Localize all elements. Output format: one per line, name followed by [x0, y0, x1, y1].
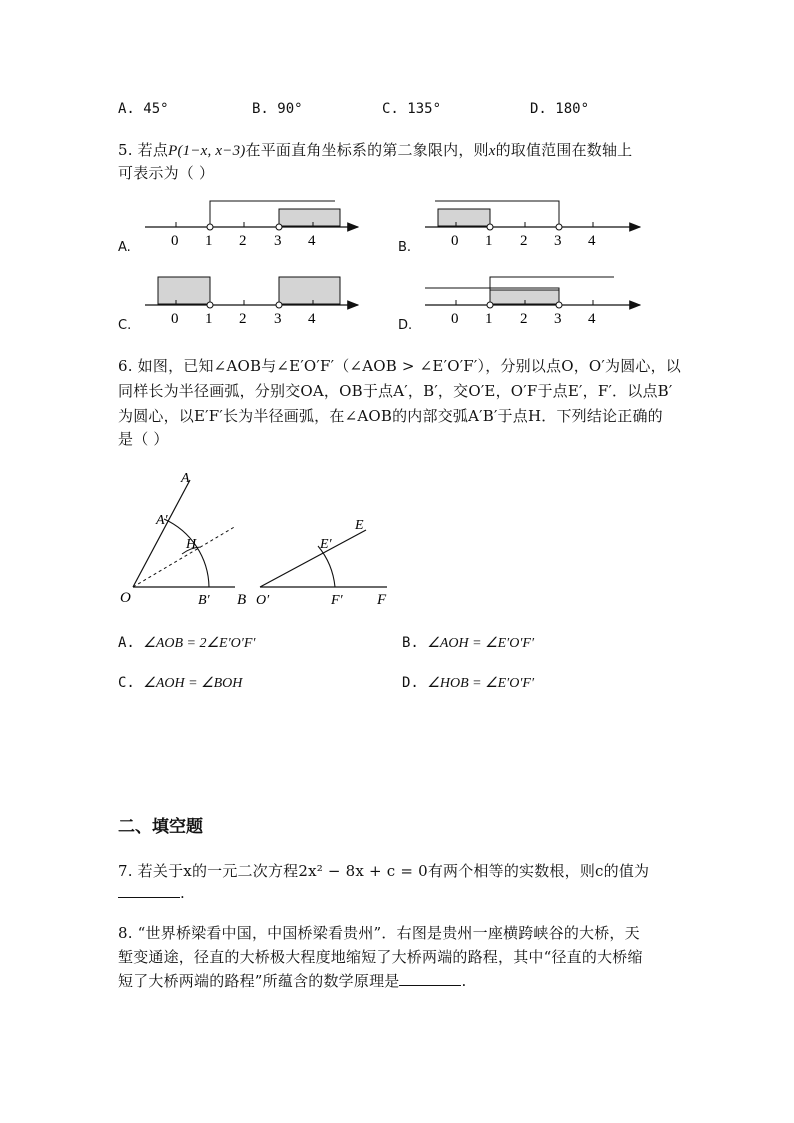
- q4-option-d-label: D.: [530, 101, 547, 117]
- q5-stem-line1: [118, 139, 632, 160]
- q5a-tick-1: 1: [205, 233, 213, 249]
- q6-option-c-label: C.: [118, 675, 135, 691]
- q4-option-c-text: 135°: [407, 101, 442, 117]
- q5-end: 的取值范围在数轴上: [495, 141, 633, 159]
- q5a-tick-2: 2: [239, 233, 247, 249]
- q4-option-b: [252, 101, 303, 117]
- q5d-tick-2: 2: [520, 311, 528, 327]
- q7-stem-line2: [118, 884, 185, 902]
- ray-oh-dashed: [133, 526, 236, 587]
- q4-option-c: [382, 101, 441, 117]
- q5b-tick-0: 0: [451, 233, 459, 249]
- label-e-prime: E′: [320, 537, 332, 552]
- q7-stem-line1: 7. 若关于x的一元二次方程2x² − 8x + c = 0有两个相等的实数根，则c的值为: [118, 862, 650, 880]
- q5c-tick-3: 3: [274, 311, 282, 327]
- section-heading: 二、填空题: [118, 817, 203, 837]
- q5-numberline-b: [425, 201, 640, 249]
- q4-option-a-text: 45°: [143, 101, 169, 117]
- q8-stem-line3: [118, 970, 466, 991]
- q6-option-a-label: A.: [118, 635, 135, 651]
- q4-option-d: [530, 101, 589, 117]
- label-o: O: [120, 590, 131, 606]
- q5-option-c-label: C.: [118, 318, 132, 333]
- q6-option-b-text: ∠AOH = ∠E′O′F′: [427, 636, 535, 651]
- label-b: B: [237, 592, 247, 608]
- q6-option-d: [402, 675, 534, 692]
- q5c-tick-2: 2: [239, 311, 247, 327]
- q5-numberline-a: [145, 201, 358, 249]
- q5-point-expr: P(1−x, x−3): [168, 143, 246, 159]
- label-o-prime: O′: [256, 593, 270, 608]
- q6-option-a-text: ∠AOB = 2∠E′O′F′: [143, 636, 256, 651]
- q4-option-b-label: B.: [252, 101, 269, 117]
- q5a-tick-4: 4: [308, 233, 316, 249]
- q5d-tick-3: 3: [554, 311, 562, 327]
- label-a-prime: A′: [156, 513, 168, 528]
- q8-end: .: [461, 972, 467, 990]
- q6-stem-line3: 为圆心，以E′F′长为半径画弧，在∠AOB的内部交弧A′B′于点H．下列结论正确的: [118, 407, 663, 425]
- label-h: H: [186, 537, 197, 552]
- q6-option-b-label: B.: [402, 635, 419, 651]
- q6-stem-line4: 是（ ）: [118, 430, 169, 448]
- q5-numberline-c: [145, 277, 358, 327]
- label-f: F: [377, 592, 387, 608]
- label-f-prime: F′: [331, 593, 343, 608]
- q5-option-b-label: B.: [398, 240, 412, 255]
- q5b-tick-2: 2: [520, 233, 528, 249]
- q5d-tick-1: 1: [485, 311, 493, 327]
- q6-option-c: [118, 675, 242, 692]
- q5a-tick-0: 0: [171, 233, 179, 249]
- q6-geometry-figure: [110, 468, 410, 613]
- arc-e1f1: [318, 546, 335, 587]
- q4-option-a-label: A.: [118, 101, 135, 117]
- q5-option-d-label: D.: [398, 318, 413, 333]
- ray-oa: [133, 480, 190, 587]
- q6-option-d-label: D.: [402, 675, 419, 691]
- q5c-tick-0: 0: [171, 311, 179, 327]
- q7-end: .: [180, 884, 185, 902]
- q5b-tick-1: 1: [485, 233, 493, 249]
- q5-option-a-label: A.: [118, 240, 131, 255]
- q6-option-b: [402, 635, 534, 652]
- q6-option-c-text: ∠AOH = ∠BOH: [143, 676, 243, 691]
- q5d-tick-4: 4: [588, 311, 596, 327]
- label-e: E: [355, 518, 364, 533]
- q4-option-a: [118, 101, 169, 117]
- q4-option-c-label: C.: [382, 101, 399, 117]
- q8-prefix: 短了大桥两端的路程”所蕴含的数学原理是: [118, 972, 400, 990]
- arc-a1b1: [164, 519, 209, 587]
- q5a-tick-3: 3: [274, 233, 282, 249]
- q5-stem-line2: 可表示为（ ）: [118, 164, 215, 182]
- q5b-tick-3: 3: [554, 233, 562, 249]
- q6-option-d-text: ∠HOB = ∠E′O′F′: [427, 676, 535, 691]
- q8-stem-line1: 8. “世界桥梁看中国，中国桥梁看贵州”．右图是贵州一座横跨峡谷的大桥，天: [118, 924, 640, 942]
- q5b-tick-4: 4: [588, 233, 596, 249]
- q5c-tick-1: 1: [205, 311, 213, 327]
- q6-stem-line1: 6. 如图，已知∠AOB与∠E′O′F′（∠AOB > ∠E′O′F′），分别以点O，O′为圆心，以: [118, 357, 682, 375]
- q4-option-d-text: 180°: [555, 101, 590, 117]
- label-a: A: [181, 471, 190, 486]
- q5-suffix: 在平面直角坐标系的第二象限内，则: [245, 141, 489, 159]
- q5-prefix: 5. 若点: [118, 141, 169, 159]
- q5-numberline-d: [425, 277, 640, 327]
- q7-answer-blank[interactable]: [118, 885, 180, 898]
- q8-answer-blank[interactable]: [399, 973, 461, 986]
- q5d-tick-0: 0: [451, 311, 459, 327]
- q6-stem-line2: 同样长为半径画弧，分别交OA，OB于点A′，B′，交O′E，O′F于点E′，F′．以点B′: [118, 382, 673, 400]
- q8-stem-line2: 堑变通途，径直的大桥极大程度地缩短了大桥两端的路程，其中“径直的大桥缩: [118, 948, 643, 966]
- label-b-prime: B′: [198, 593, 210, 608]
- ray-o1e: [260, 530, 366, 587]
- q6-option-a: [118, 635, 255, 652]
- q5c-tick-4: 4: [308, 311, 316, 327]
- q4-option-b-text: 90°: [277, 101, 303, 117]
- q5-var-x: x: [488, 143, 496, 159]
